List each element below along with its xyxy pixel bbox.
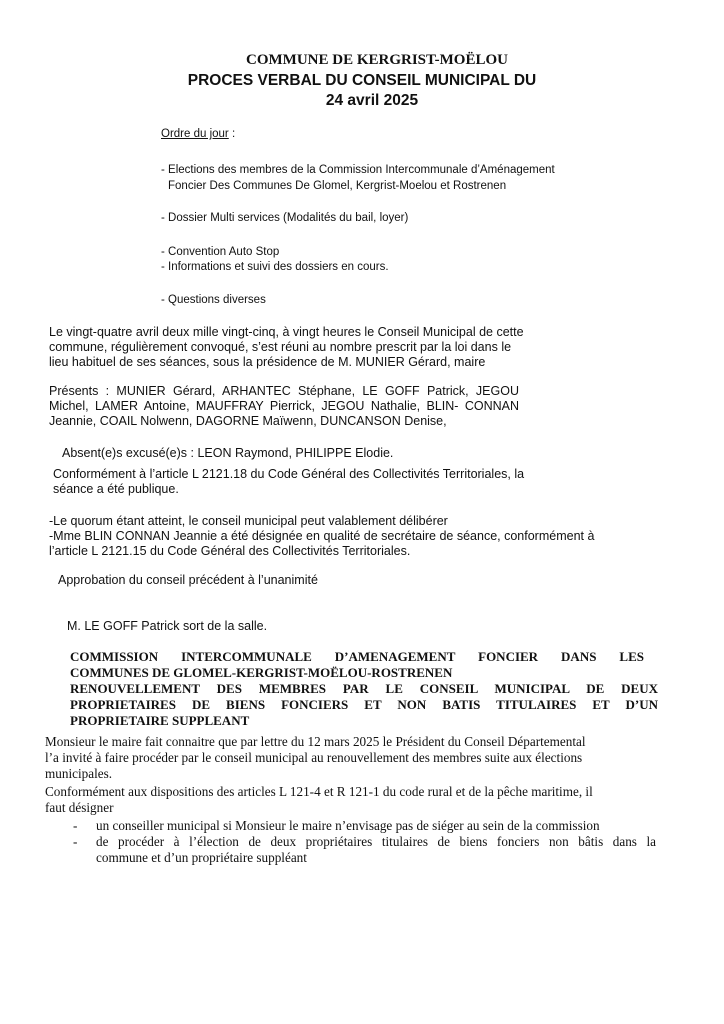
- sortie-line: M. LE GOFF Patrick sort de la salle.: [67, 619, 268, 633]
- bullet-item-continuation: commune et d’un propriétaire suppléant: [96, 850, 307, 865]
- agenda-label: Ordre du jour: [161, 128, 229, 140]
- intro-line: Le vingt-quatre avril deux mille vingt-cinq, à vingt heures le Conseil Municipal de cette: [49, 325, 524, 339]
- approbation-line: Approbation du conseil précédent à l’unanimité: [58, 573, 318, 587]
- agenda-item: - Informations et suivi des dossiers en cours.: [161, 261, 389, 273]
- intro-line: lieu habituel de ses séances, sous la présidence de M. MUNIER Gérard, maire: [49, 355, 486, 369]
- section-body-line: Conformément aux dispositions des articles L 121-4 et R 121-1 du code rural et de la pêche maritime, il: [45, 784, 593, 799]
- presents-line: Présents : MUNIER Gérard, ARHANTEC Stéphane, LE GOFF Patrick, JEGOU: [49, 384, 519, 398]
- absents-line: Absent(e)s excusé(e)s : LEON Raymond, PHILIPPE Elodie.: [62, 446, 394, 460]
- section-heading-line: RENOUVELLEMENT DES MEMBRES PAR LE CONSEIL MUNICIPAL DE DEUX: [70, 681, 658, 696]
- meeting-date: 24 avril 2025: [325, 92, 419, 109]
- section-heading-line: COMMUNES DE GLOMEL-KERGRIST-MOËLOU-ROSTRENEN: [70, 665, 453, 680]
- bullet-item: de procéder à l’élection de deux propriétaires titulaires de biens fonciers non bâtis dans la: [96, 834, 656, 849]
- agenda-item: - Dossier Multi services (Modalités du bail, loyer): [161, 212, 409, 224]
- section-body-line: l’a invité à faire procéder par le conseil municipal au renouvellement des membres suite aux élections: [45, 750, 583, 765]
- quorum-line: l’article L 2121.15 du Code Général des Collectivités Territoriales.: [49, 544, 411, 558]
- section-heading-line: COMMISSION INTERCOMMUNALE D’AMENAGEMENT FONCIER DANS LES: [70, 649, 644, 664]
- agenda-item: Foncier Des Communes De Glomel, Kergrist-Moelou et Rostrenen: [168, 180, 507, 192]
- agenda-label-suffix: :: [228, 128, 236, 140]
- presents-line: Michel, LAMER Antoine, MAUFFRAY Pierrick, JEGOU Nathalie, BLIN- CONNAN: [49, 399, 519, 413]
- presents-line: Jeannie, COAIL Nolwenn, DAGORNE Maïwenn, DUNCANSON Denise,: [49, 414, 447, 428]
- section-heading-line: PROPRIETAIRE SUPPLEANT: [70, 713, 250, 728]
- agenda-item: - Questions diverses: [161, 294, 266, 306]
- section-body-line: Monsieur le maire fait connaitre que par lettre du 12 mars 2025 le Président du Conseil Départemental: [45, 734, 586, 749]
- quorum-line: -Le quorum étant atteint, le conseil municipal peut valablement délibérer: [49, 514, 448, 528]
- section-body-line: faut désigner: [45, 800, 114, 815]
- section-body-line: municipales.: [45, 766, 113, 781]
- publique-line: Conformément à l’article L 2121.18 du Code Général des Collectivités Territoriales, la: [53, 467, 525, 481]
- commune-title: COMMUNE DE KERGRIST-MOËLOU: [246, 52, 508, 68]
- bullet-item: un conseiller municipal si Monsieur le maire n’envisage pas de siéger au sein de la commission: [96, 818, 600, 833]
- pv-title: PROCES VERBAL DU CONSEIL MUNICIPAL DU: [187, 72, 537, 89]
- bullet-marker: -: [73, 818, 78, 833]
- quorum-line: -Mme BLIN CONNAN Jeannie a été désignée en qualité de secrétaire de séance, conformément à: [49, 529, 595, 543]
- intro-line: commune, régulièrement convoqué, s’est réuni au nombre prescrit par la loi dans le: [49, 340, 512, 354]
- bullet-marker: -: [73, 834, 78, 849]
- agenda-item: - Convention Auto Stop: [161, 246, 280, 258]
- section-heading-line: PROPRIETAIRES DE BIENS FONCIERS ET NON BATIS TITULAIRES ET D’UN: [70, 697, 658, 712]
- agenda-item: - Elections des membres de la Commission Intercommunale d’Aménagement: [161, 164, 555, 176]
- publique-line: séance a été publique.: [53, 482, 179, 496]
- agenda-heading: [161, 128, 235, 140]
